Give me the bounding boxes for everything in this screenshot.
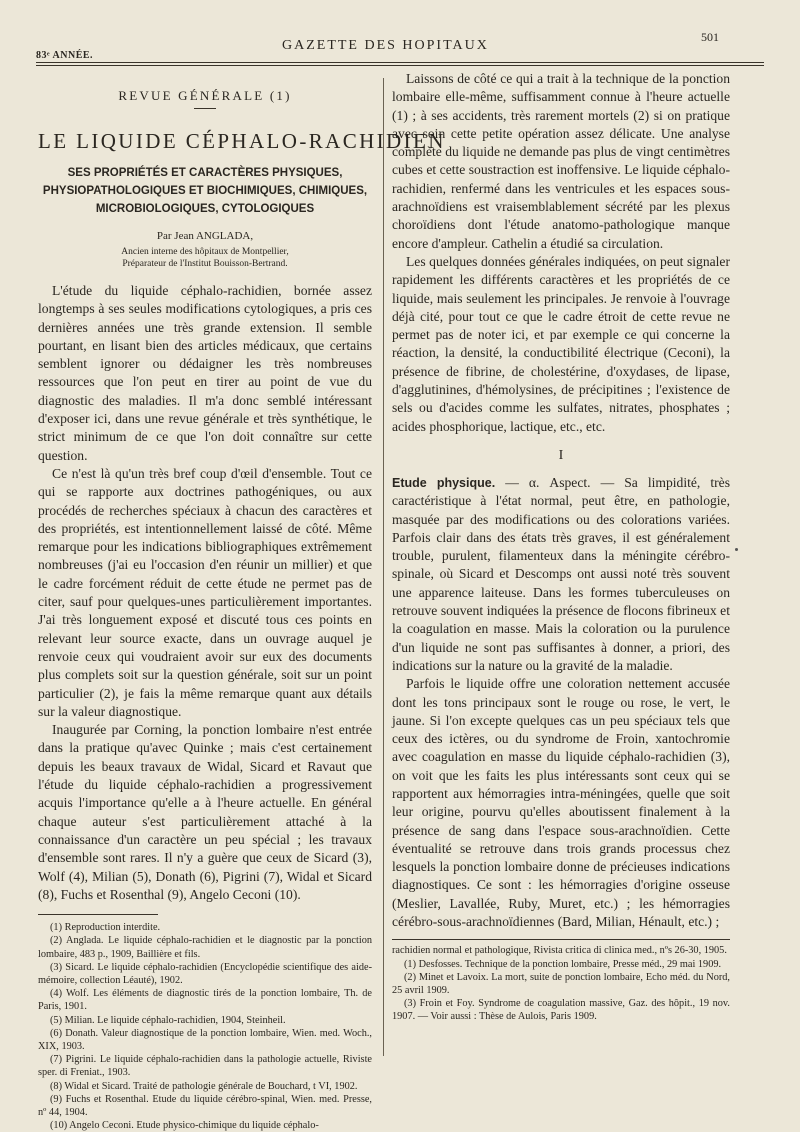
section-lead-paragraph: [392, 474, 730, 675]
author-affiliation: [38, 246, 372, 270]
body-paragraph: Ce n'est là qu'un très bref coup d'œil d'ensemble. Tout ce qui se rapporte aux doctrines pathogéniques, ou aux procédés de recherches spéciaux à chacun des caractères et des propriétés, est intentionnellement laissé de côté. Même remarque pour les indications bibliographiques extrêmement nombreuses (j'ai eu l'occasion d'en réunir un millier) et que le cadre forcément réduit de cette étude ne permet pas de citer, sauf pour quelques-unes particulièrement importantes. J'ai très longuement exposé et discuté tous ces points en relevant leur source exacte, dans un ouvrage auquel je renvoie ceux qui voudraient avoir sur eux des documents plus complets soit sur la question générale, soit sur un point particulier (2), je fais la même remarque quant aux détails sur la valeur diagnostique.: [38, 465, 372, 719]
section-lead-label: Etude physique.: [392, 475, 496, 490]
subtitle-line: MICROBIOLOGIQUES, CYTOLOGIQUES: [95, 203, 315, 215]
footnote: (1) Desfosses. Technique de la ponction lombaire, Presse méd., 29 mai 1909.: [404, 958, 722, 970]
header-rule-double: [36, 65, 764, 66]
footnotes-left: [38, 921, 372, 1132]
article-subtitle: [38, 164, 372, 218]
section-lead-text: — α. Aspect. — Sa limpidité, très caractéristique à l'état normal, peut être, en pathologie, masquée par des modifications ou des colorations variées. Parfois clair dans des états très graves, il est généralement trouble, purulent, filamenteux dans la méningite cérébro-spinale, où Sicard et Descomps ont aussi noté très souvent une apparence laiteuse. Dans les formes tuberculeuses on retrouve souvent indiquées la présence de flocons fibrineux et la coagulation en masse. Mais la coloration ou la purulence d'un liquide ne sont pas suffisantes à donner, a priori, des indications sur la nature ou la gravité de la maladie.: [392, 474, 730, 673]
right-column: [392, 70, 730, 1024]
article-title: LE LIQUIDE CÉPHALO-RACHIDIEN: [38, 129, 446, 153]
body-paragraph: Laissons de côté ce qui a trait à la technique de la ponction lombaire elle-même, suffisamment connue à l'heure actuelle (1) ; à ses accidents, très rarement mortels (2) si on pratique avec soin cette petite opération assez délicate. Une analyse complète du liquide ne demande pas plus de vingt centimètres cubes et cette soustraction est inoffensive. Le liquide céphalo-rachidien, renfermé dans les ventricules et les espaces sous-arachnoïdiens est vraisemblablement sécrété par les plexus choroïdiens dont l'étude anatomo-pathologique manque encore d'ampleur. Cathelin a étudié sa circulation.: [392, 71, 730, 251]
footnote: (6) Donath. Valeur diagnostique de la ponction lombaire, Wien. med. Woch., XIX, 1903.: [38, 1027, 372, 1052]
body-paragraph: Les quelques données générales indiquées, on peut signaler rapidement les différents caractères et les propriétés de ce liquide, mais seulement les principales. Je renvoie à l'ouvrage déjà cité, pour tout ce que le cadre étroit de cette revue ne permet pas de noter ici, et par exemple ce qui concerne la réaction, la densité, la conductibilité électrique (Ceconi), la présence de fibrine, de cholestérine, d'oxydases, de lipase, d'agglutinines, d'hémolysines, de précipitines ; l'existence de sels ou d'acides comme les sulfates, nitrates, phosphates ; acides phosphorique, lactique, etc., etc.: [392, 253, 730, 434]
journal-title: GAZETTE DES HOPITAUX: [282, 38, 489, 53]
footnote: (7) Pigrini. Le liquide céphalo-rachidien dans la pathologie actuelle, Riviste sper. di Freniat., 1903.: [38, 1054, 372, 1079]
footnote-continued: rachidien normal et pathologique, Rivista critica di clinica med., nºs 26-30, 1905.: [392, 945, 727, 957]
subtitle-line: PHYSIOPATHOLOGIQUES ET BIOCHIMIQUES, CHIMIQUES,: [42, 185, 368, 197]
footnote: (5) Milian. Le liquide céphalo-rachidien, 1904, Steinheil.: [50, 1014, 286, 1026]
footnote: (3) Froin et Foy. Syndrome de coagulation massive, Gaz. des hôpit., 19 nov. 1907. — Voir aussi : Thèse de Aulois, Paris 1909.: [392, 998, 730, 1023]
page-number: 501: [701, 30, 719, 44]
header-rule: [36, 62, 764, 63]
footnote: (9) Fuchs et Rosenthal. Etude du liquide cérébro-spinal, Wien. med. Presse, nº 44, 1904.: [38, 1093, 372, 1118]
year-label: 83ᵉ ANNÉE.: [36, 50, 94, 61]
author-byline: Par Jean ANGLADA,: [156, 230, 254, 242]
footnote-rule: [38, 914, 158, 915]
footnote: (10) Angelo Ceconi. Etude physico-chimique du liquide céphalo-: [50, 1120, 319, 1132]
subtitle-line: SES PROPRIÉTÉS ET CARACTÈRES PHYSIQUES,: [67, 167, 343, 179]
print-speck: [735, 548, 738, 551]
rubric-rule: [194, 108, 216, 109]
footnote: (2) Minet et Lavoix. La mort, suite de ponction lombaire, Echo méd. du Nord, 25 avril 1909.: [392, 971, 730, 996]
footnote-rule: [392, 939, 730, 940]
affiliation-line: Préparateur de l'Institut Bouisson-Bertrand.: [122, 259, 288, 269]
body-paragraph: Parfois le liquide offre une coloration nettement accusée dont les tons principaux sont le rouge ou rose, le vert, le jaune. Si l'on excepte quelques cas un peu spéciaux tels que ceux des ictères, ou du syndrome de Froin, xantochromie avec coagulation en masse du liquide céphalo-rachidien (3), on voit que les faits les plus intéressants sont ceux qui se rapportent aux hémorragies intra-méningées, quelle que soit leur origine, pourvu qu'elles aboutissent finalement à la présence de sang dans l'espace sous-arachnoïdien. Cette éventualité se retrouve dans trois grands processus chez lesquels la ponction lombaire donne de précieuses indications diagnostiques. Ce sont : les hémorragies d'origine osseuse (Meslier, Lavallée, Ruby, Muret, etc.) ; les hémorragies cérébro-sous-arachnoïdiennes (Bard, Milian, Hénault, etc.) ;: [392, 676, 730, 930]
footnote: (2) Anglada. Le liquide céphalo-rachidien et le diagnostic par la ponction lombaire, 483 p., 1909, Baillière et fils.: [38, 935, 372, 960]
footnote: (8) Widal et Sicard. Traité de pathologie générale de Bouchard, t VI, 1902.: [50, 1080, 358, 1092]
column-divider: [383, 78, 384, 1056]
footnote: (4) Wolf. Les éléments de diagnostic tirés de la ponction lombaire, Th. de Paris, 1901.: [38, 988, 372, 1013]
body-paragraph: Inaugurée par Corning, la ponction lombaire n'est entrée dans la pratique qu'avec Quinke ; mais c'est certainement depuis les beaux travaux de Widal, Sicard et Ravaut que l'étude du liquide céphalo-rachidien a progressivement acquis l'importance qu'elle a à l'heure actuelle. En général chaque auteur s'est particulièrement attaché à la connaissance d'un caractère un peu spécial ; les travaux d'ensemble sont rares. Il n'y a guère que ceux de Sicard (3), Wolf (4), Milian (5), Donath (6), Pigrini (7), Widal et Sicard (8), Fuchs et Rosenthal (9), Angelo Ceconi (10).: [38, 722, 372, 902]
body-paragraph: L'étude du liquide céphalo-rachidien, bornée assez longtemps à ses seules modifications cytologiques, a pris ces dernières années une très grande extension. Il semble pourtant, en lisant bien des articles médicaux, que certains semblent ignorer ou dédaigner les très nombreuses ressources que l'on peut en tirer au point de vue du diagnostic des maladies. Il m'a donc semblé intéressant d'exposer ici, dans une revue générale et très synthétique, le strict minimum de ce que l'on doit connaître sur cette question.: [38, 283, 372, 463]
rubric: REVUE GÉNÉRALE (1): [118, 88, 292, 103]
footnote: (1) Reproduction interdite.: [50, 922, 161, 934]
section-number: I: [558, 447, 564, 463]
affiliation-line: Ancien interne des hôpitaux de Montpellier,: [121, 247, 289, 257]
footnotes-right: [392, 944, 730, 1023]
footnote: (3) Sicard. Le liquide céphalo-rachidien (Encyclopédie scientifique des aide-mémoire, collection Léauté), 1902.: [38, 961, 372, 986]
